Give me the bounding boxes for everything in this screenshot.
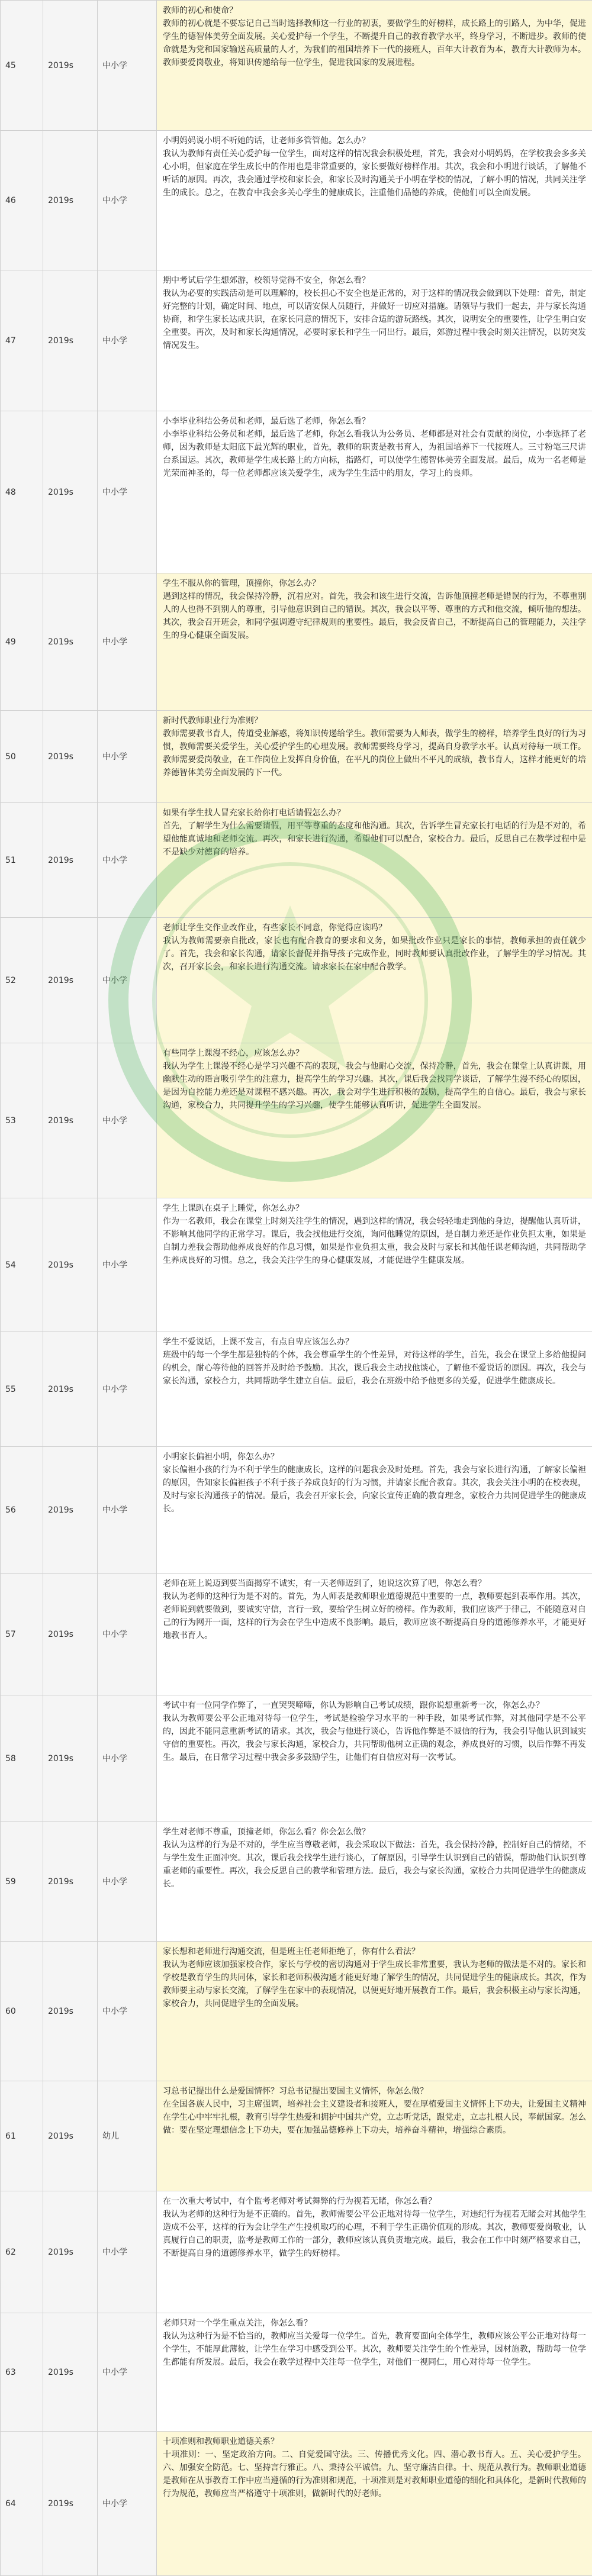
question-number: 50 [1, 711, 43, 803]
answer-text: 十项准则：一、坚定政治方向。二、自觉爱国守法。三、传播优秀文化。四、潜心教书育人。五、关心爱护学生。六、加强安全防范。七、坚持言行雅正。八、秉持公平诚信。九、坚守廉洁自律。十、规范从教行为。教师职业道德是教师在从事教育工作中应当遵循的行为准则和规范，十项准则是对教师职业道德的细化和具体化，是新时代教师的行为规范，教师应当严格遵守十项准则，做新时代的好老师。 [163, 2448, 586, 2500]
question-content [157, 2313, 592, 2432]
exam-year: 2019s [43, 1332, 98, 1447]
question-title: 老师只对一个学生重点关注，你怎么看？ [163, 2317, 586, 2330]
school-level: 中小学 [98, 1574, 157, 1695]
question-content [157, 1198, 592, 1332]
question-content [157, 2081, 592, 2191]
table-row [1, 573, 592, 711]
question-title: 十项准则和教师职业道德关系？ [163, 2435, 586, 2448]
table-row [1, 411, 592, 573]
table-row [1, 1574, 592, 1695]
exam-year: 2019s [43, 1043, 98, 1198]
question-number: 53 [1, 1043, 43, 1198]
exam-year: 2019s [43, 803, 98, 918]
exam-year: 2019s [43, 2081, 98, 2191]
table-body [1, 1, 592, 2576]
question-title: 考试中有一位同学作弊了，一直哭哭啼啼，你认为影响自己考试成绩，跟你说想重新考一次，你怎么办？ [163, 1699, 586, 1712]
question-number: 62 [1, 2191, 43, 2313]
table-row [1, 2081, 592, 2191]
question-title: 在一次重大考试中，有个监考老师对考试舞弊的行为视若无睹，你怎么看？ [163, 2195, 586, 2208]
school-level: 中小学 [98, 1043, 157, 1198]
exam-year: 2019s [43, 711, 98, 803]
question-number: 45 [1, 1, 43, 131]
question-title: 小明家长偏袒小明，你怎么办？ [163, 1450, 586, 1463]
table-row [1, 131, 592, 270]
question-content [157, 1332, 592, 1447]
exam-year: 2019s [43, 573, 98, 711]
exam-year: 2019s [43, 1, 98, 131]
question-number: 48 [1, 411, 43, 573]
answer-text: 教师的初心就是不要忘记自己当时选择教师这一行业的初衷，要做学生的好榜样，成长路上的引路人，为中华，促进学生的德智体美劳全面发展。关心爱护每一个学生，不断提升自己的教育教学水平，终身学习，不断进步。教师的使命就是为党和国家输送高质量的人才，为我们的祖国培养下一代的接班人，百年大计教育为本，教育大计教师为本。教师要爱岗敬业，将知识传递给每一位学生，促进我国家的发展进程。 [163, 17, 586, 69]
table-row [1, 803, 592, 918]
question-content [157, 411, 592, 573]
question-title: 学生对老师不尊重，顶撞老师，你怎么看？你会怎么做？ [163, 1826, 586, 1839]
school-level: 中小学 [98, 1, 157, 131]
question-content [157, 131, 592, 270]
question-number: 63 [1, 2313, 43, 2432]
question-content [157, 1447, 592, 1574]
school-level: 中小学 [98, 1822, 157, 1942]
table-row [1, 1942, 592, 2081]
answer-text: 我认为老师应该加强家校合作，家长与学校的密切沟通对于学生成长非常重要，我认为老师的做法是不对的。家长和学校是教育学生的共同体，家长和老师积极沟通才能更好地了解学生的情况，共同促进学生的健康成长。其次，作为教师要主动与家长交流，了解学生在家中的表现情况，以便更好地开展教育工作。最后，我会积极主动与家长沟通，家校合力，共同促进学生的全面发展。 [163, 1958, 586, 2010]
table-row [1, 1, 592, 131]
table-row [1, 1447, 592, 1574]
school-level: 中小学 [98, 2191, 157, 2313]
answer-text: 遇到这样的情况，我会保持冷静，沉着应对。首先，我会和该生进行交流，告诉他顶撞老师是错误的行为，不尊重别人的人也得不到别人的尊重，引导他意识到自己的错误。其次，我会以平等、尊重的方式和他交流，倾听他的想法。其次，我会召开班会，和同学强调遵守纪律规则的重要性。最后，我会反省自己，不断提高自己的管理能力，关注学生的身心健康全面发展。 [163, 590, 586, 642]
school-level: 中小学 [98, 1942, 157, 2081]
table-row [1, 918, 592, 1043]
table-row [1, 2432, 592, 2576]
answer-text: 教师需要教书育人，传道受业解惑，将知识传递给学生。教师需要为人师表，做学生的榜样，培养学生良好的行为习惯，教师需要关爱学生，关心爱护学生的心理发展。教师需要终身学习，提高自身教学水平。认真对待每一项工作。教师需要爱岗敬业，在工作岗位上发挥自身价值，在平凡的岗位上做出不平凡的成绩，教书育人，这样才能更好的培养德智体美劳全面发展的下一代。 [163, 727, 586, 779]
question-number: 52 [1, 918, 43, 1043]
school-level: 中小学 [98, 131, 157, 270]
question-content [157, 1043, 592, 1198]
answer-text: 首先，了解学生为什么需要请假，用平等尊重的态度和他沟通。其次，告诉学生冒充家长打电话的行为是不对的，希望他能真诚地和老师交流。再次，和家长进行沟通，希望他们可以配合，家校合力。最后，反思自己在教学过程中是不是缺少对德育的培养。 [163, 820, 586, 859]
school-level: 中小学 [98, 1332, 157, 1447]
school-level: 中小学 [98, 2432, 157, 2576]
school-level: 中小学 [98, 573, 157, 711]
question-content [157, 1695, 592, 1822]
question-title: 新时代教师职业行为准则？ [163, 714, 586, 727]
exam-year: 2019s [43, 2432, 98, 2576]
question-content [157, 2432, 592, 2576]
question-title: 学生上课趴在桌子上睡觉，你怎么办？ [163, 1202, 586, 1215]
question-title: 小明妈妈说小明不听她的话，让老师多管管他。怎么办？ [163, 134, 586, 147]
question-number: 54 [1, 1198, 43, 1332]
answer-text: 我认为学生上课漫不经心是学习兴趣不高的表现，我会与他耐心交流，保持冷静，首先，我会在课堂上认真讲课，用幽默生动的语言吸引学生的注意力，提高学生的学习兴趣。其次，课后我会找同学谈话，了解学生漫不经心的原因，是因为自控能力差还是对课程不感兴趣。再次，我会对学生进行积极的鼓励，提高学生的自信心。最后，我会与家长沟通，家校合力，共同提升学生的学习兴趣，使学生能够认真听讲，促进学生全面发展。 [163, 1060, 586, 1112]
question-number: 51 [1, 803, 43, 918]
question-title: 学生不服从你的管理，顶撞你，你怎么办？ [163, 577, 586, 590]
question-content [157, 803, 592, 918]
answer-text: 我认为老师的这种行为是不对的。首先，为人师表是教师职业道德规范中重要的一点，教师要起到表率作用。其次，老师说到就要做到，要诚实守信，言行一致，要给学生树立好的榜样。作为教师，我们应该严于律己，不能随意对自己的行为网开一面，这样的行为会在学生中造成不良影响。最后，教师应该不断提高自身的道德修养水平，才能更好地教书育人。 [163, 1590, 586, 1642]
question-title: 小李毕业科结公务员和老师，最后选了老师，你怎么看？ [163, 415, 586, 428]
question-number: 56 [1, 1447, 43, 1574]
answer-text: 我认为教师有责任关心爱护每一位学生，面对这样的情况我会积极处理，首先，我会对小明妈妈，在学校我会多多关心小明，但家庭在学生成长中的作用也是非常重要的，家长要做好榜样作用。其次，我会和小明进行谈话，了解他不听话的原因。再次，我会通过学校和家长会，和家长及时沟通关于小明在学校的情况，了解小明的情况，共同关注学生的成长。总之，在教育中我会多关心学生的健康成长，注重他们品德的养成，使他们可以全面发展。 [163, 147, 586, 199]
school-level: 中小学 [98, 1695, 157, 1822]
exam-year: 2019s [43, 1695, 98, 1822]
question-title: 学生不爱说话，上课不发言，有点自卑应该怎么办？ [163, 1336, 586, 1349]
question-title: 教师的初心和使命？ [163, 4, 586, 17]
question-content [157, 1942, 592, 2081]
table-row [1, 1822, 592, 1942]
question-title: 老师在班上说迈到要当面揭穿不诚实，有一天老师迈到了，她说这次算了吧，你怎么看？ [163, 1577, 586, 1590]
question-content [157, 711, 592, 803]
question-content [157, 270, 592, 411]
table-row [1, 270, 592, 411]
table-row [1, 1332, 592, 1447]
answer-text: 我认为老师的这种行为是不正确的。首先，教师需要公平公正地对待每一位学生，对违纪行为视若无睹会对其他学生造成不公平，这样的行为会让学生产生投机取巧的心理，不利于学生正确价值观的形成。其次，教师要爱岗敬业，认真履行自己的职责，监考是教师工作的一部分，教师应该认真负责地完成。最后，我会在工作中时刻严格要求自己，不断提高自身的道德修养水平，做学生的好榜样。 [163, 2208, 586, 2260]
question-number: 58 [1, 1695, 43, 1822]
question-number: 49 [1, 573, 43, 711]
question-number: 64 [1, 2432, 43, 2576]
table-row [1, 2191, 592, 2313]
school-level: 中小学 [98, 918, 157, 1043]
exam-year: 2019s [43, 270, 98, 411]
question-number: 57 [1, 1574, 43, 1695]
table-row [1, 711, 592, 803]
exam-year: 2019s [43, 2313, 98, 2432]
question-content [157, 2191, 592, 2313]
question-number: 46 [1, 131, 43, 270]
question-number: 47 [1, 270, 43, 411]
exam-year: 2019s [43, 131, 98, 270]
answer-text: 小李毕业科结公务员和老师，最后选了老师，你怎么看我认为公务员、老师都是对社会有贡献的岗位，小李选择了老师，因为教师是太阳底下最光辉的职业，首先，教师的职责是教书育人，为祖国培养下一代接班人。三寸粉笔三尺讲台系国运。其次，教师是学生成长路上的方向标，指路灯，可以使学生德智体美劳全面发展。最后，成为一名老师是光荣而神圣的，每一位老师都应该关爱学生，成为学生生活中的朋友，学习上的良师。 [163, 428, 586, 480]
question-number: 61 [1, 2081, 43, 2191]
question-title: 老师让学生交作业改作业，有些家长不同意，你觉得应该吗？ [163, 921, 586, 934]
question-content [157, 1822, 592, 1942]
school-level: 中小学 [98, 1198, 157, 1332]
answer-text: 班级中的每一个学生都是独特的个体，我会尊重学生的个性差异，对待这样的学生，首先，我会在课堂上多给他提问的机会，耐心等待他的回答并及时给予鼓励。其次，课后我会主动找他谈心，了解他不爱说话的原因。再次，我会与家长沟通，家校合力，共同帮助学生建立自信。最后，我会在班级中给予他更多的关爱，促进学生健康成长。 [163, 1349, 586, 1388]
question-title: 如果有学生找人冒充家长给你打电话请假怎么办？ [163, 807, 586, 820]
question-content [157, 573, 592, 711]
question-content [157, 1, 592, 131]
school-level: 中小学 [98, 2313, 157, 2432]
table-row [1, 1695, 592, 1822]
table-row [1, 1043, 592, 1198]
school-level: 中小学 [98, 803, 157, 918]
exam-year: 2019s [43, 1822, 98, 1942]
question-number: 55 [1, 1332, 43, 1447]
school-level: 幼儿 [98, 2081, 157, 2191]
question-number: 60 [1, 1942, 43, 2081]
answer-text: 在全国各族人民中，习主席强调，培养社会主义建设者和接班人，要在厚植爱国主义情怀上下功夫，让爱国主义精神在学生心中牢牢扎根，教育引导学生热爱和拥护中国共产党，立志听党话，跟党走，立志扎根人民，奉献国家。怎么做：要在坚定理想信念上下功夫，要在加强品德修养上下功夫，培养奋斗精神，增强综合素质。 [163, 2098, 586, 2137]
answer-text: 我认为必要的实践活动是可以理解的，校长担心不安全也是正常的，对于这样的情况我会做到以下处理：首先，制定好完整的计划，确定时间、地点，可以请安保人员随行，并做好一切应对措施。请领导与我们一起去，并与家长沟通协商，和学生家长达成共识，在家长同意的情况下，安排合适的游玩路线。其次，说明安全的重要性，让学生明白安全重要。再次，及时和家长沟通情况，必要时家长和学生一同出行。最后，郊游过程中我会时刻关注情况，以防突发情况发生。 [163, 287, 586, 352]
answer-text: 家长偏袒小孩的行为不利于学生的健康成长，这样的问题我会及时处理。首先，我会与家长进行沟通，了解家长偏袒的原因，告知家长偏袒孩子不利于孩子养成良好的行为习惯，并请家长配合教育。其次，我会关注小明的在校表现，及时与家长沟通孩子的情况。最后，我会召开家长会，向家长宣传正确的教育理念，家校合力共同促进学生的健康成长。 [163, 1463, 586, 1516]
exam-year: 2019s [43, 1942, 98, 2081]
answer-text: 我认为这样的行为是不对的，学生应当尊敬老师，我会采取以下做法：首先，我会保持冷静，控制好自己的情绪，不与学生发生正面冲突。其次，课后我会找学生进行谈心，了解原因，引导学生认识到自己的错误，帮助他们认识到尊重老师的重要性。再次，我会反思自己的教学和管理方法。最后，我会与家长沟通，家校合力共同促进学生的健康成长。 [163, 1839, 586, 1891]
exam-year: 2019s [43, 411, 98, 573]
question-title: 习总书记提出什么是爱国情怀？习总书记提出要国主义情怀，你怎么做？ [163, 2085, 586, 2098]
answer-text: 我认为这种行为是不恰当的，教师应当关爱每一位学生。首先，教育要面向全体学生，教师应该公平公正地对待每一个学生，不能厚此薄彼，让学生在学习中感受到公平。其次，教师要关注学生的个性差异，因材施教，帮助每一位学生都能有所发展。最后，我会在教学过程中关注每一位学生，对他们一视同仁，用心对待每一位学生。 [163, 2330, 586, 2369]
answer-text: 作为一名教师，我会在课堂上时刻关注学生的情况，遇到这样的情况，我会轻轻地走到他的身边，提醒他认真听讲，不影响其他同学的正常学习。课后，我会找他进行交流，询问他睡觉的原因，是自制力差还是作业负担太重，如果是自制力差我会帮助他养成良好的作息习惯，如果是作业负担太重，我会及时与家长和其他任课老师沟通，共同帮助学生养成良好的习惯。总之，我会关注学生的身心健康发展，才能促进学生健康发展。 [163, 1215, 586, 1267]
school-level: 中小学 [98, 711, 157, 803]
table-row [1, 2313, 592, 2432]
table-row [1, 1198, 592, 1332]
exam-year: 2019s [43, 1198, 98, 1332]
exam-year: 2019s [43, 1574, 98, 1695]
exam-year: 2019s [43, 918, 98, 1043]
question-title: 期中考试后学生想郊游，校领导觉得不安全，你怎么看？ [163, 274, 586, 287]
exam-year: 2019s [43, 1447, 98, 1574]
answer-text: 我认为教师需要亲自批改，家长也有配合教育的要求和义务，如果批改作业只是家长的事情，教师承担的责任就少了。首先，我会和家长沟通，请家长督促并指导孩子完成作业，同时教师要认真批改作业，了解学生的学习情况。其次，召开家长会，和家长进行沟通交流。请求家长在家中配合教学。 [163, 934, 586, 973]
exam-year: 2019s [43, 2191, 98, 2313]
question-title: 家长想和老师进行沟通交流，但是班主任老师拒绝了，你有什么看法？ [163, 1945, 586, 1958]
question-content [157, 1574, 592, 1695]
question-number: 59 [1, 1822, 43, 1942]
answer-text: 我认为教师要公平公正地对待每一位学生，考试是检验学习水平的一种手段，如果考试作弊，对其他同学是不公平的，因此不能同意重新考试的请求。其次，我会与他进行谈心，告诉他作弊是不诚信的行为，我会引导他认识到诚实守信的重要性。再次，我会与家长沟通，家校合力，共同帮助他树立正确的观念，养成良好的习惯，以后作弊不再发生。最后，在日常学习过程中我会多多鼓励学生，让他们有自信应对每一次考试。 [163, 1712, 586, 1764]
school-level: 中小学 [98, 270, 157, 411]
question-content [157, 918, 592, 1043]
school-level: 中小学 [98, 411, 157, 573]
school-level: 中小学 [98, 1447, 157, 1574]
question-title: 有些同学上课漫不经心，应该怎么办？ [163, 1047, 586, 1060]
